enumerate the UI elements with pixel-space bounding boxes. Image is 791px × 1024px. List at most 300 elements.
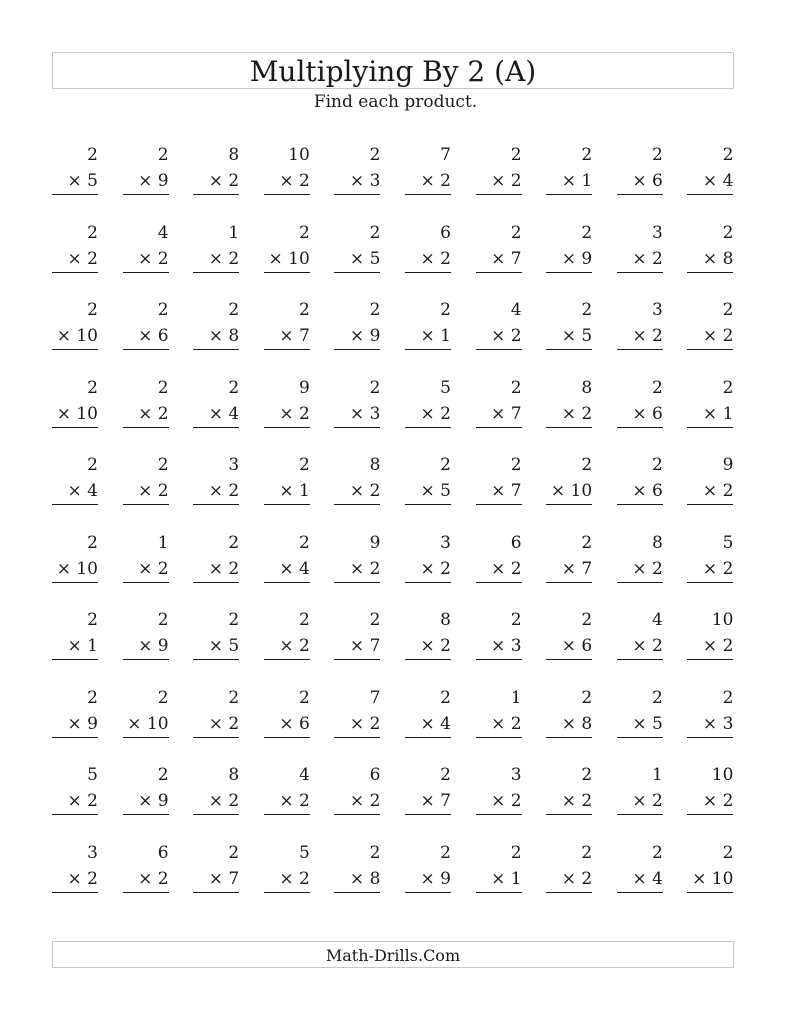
multiplier-value: 2	[298, 636, 310, 656]
problem-multiplier	[617, 401, 663, 428]
times-sign: ×	[491, 403, 506, 424]
problem-multiplicand: 2	[369, 300, 381, 320]
multiplication-problem	[193, 840, 239, 893]
multiplication-problem	[546, 840, 592, 893]
times-sign: ×	[67, 868, 82, 889]
problem-multiplicand: 4	[510, 300, 522, 320]
multiplier-value: 6	[651, 171, 663, 191]
problem-multiplier	[264, 866, 310, 893]
problem-multiplicand: 2	[722, 377, 734, 398]
times-sign: ×	[279, 713, 294, 734]
times-sign: ×	[420, 713, 435, 734]
problem-multiplier	[264, 556, 310, 583]
problem-multiplicand: 10	[288, 145, 310, 165]
multiplier-value: 10	[76, 326, 98, 346]
problem-multiplier	[334, 478, 380, 505]
multiplier-value: 1	[87, 636, 98, 656]
problem-multiplicand: 2	[581, 765, 593, 785]
times-sign: ×	[632, 558, 647, 579]
problem-multiplier	[405, 401, 451, 428]
times-sign: ×	[208, 171, 223, 191]
multiplication-problem	[687, 685, 733, 738]
problem-multiplicand: 10	[711, 610, 734, 630]
problem-multiplicand: 2	[298, 687, 310, 708]
multiplication-problem	[617, 840, 663, 893]
problem-multiplicand: 9	[298, 377, 310, 398]
problem-multiplicand: 2	[298, 610, 310, 630]
problem-multiplier	[617, 556, 663, 583]
problem-multiplier	[476, 556, 522, 583]
multiplier-value: 2	[722, 636, 734, 656]
problem-multiplier	[476, 323, 522, 350]
problem-multiplier	[546, 168, 592, 195]
times-sign: ×	[208, 791, 223, 811]
multiplication-problem	[546, 685, 592, 738]
problem-multiplicand: 2	[298, 300, 310, 320]
problem-multiplicand: 2	[87, 532, 98, 553]
multiplication-problem	[476, 530, 522, 583]
multiplier-value: 10	[711, 868, 734, 889]
multiplication-problem	[334, 142, 380, 195]
times-sign: ×	[56, 403, 71, 424]
times-sign: ×	[491, 558, 506, 579]
times-sign: ×	[632, 171, 647, 191]
multiplier-value: 2	[510, 713, 522, 734]
times-sign: ×	[138, 171, 153, 191]
problem-multiplicand: 2	[157, 377, 169, 398]
multiplication-problem	[264, 452, 310, 505]
problem-multiplier	[193, 168, 239, 195]
multiplication-problem	[52, 375, 98, 428]
multiplication-problem	[687, 452, 733, 505]
times-sign: ×	[279, 481, 294, 501]
problem-multiplicand: 5	[298, 842, 310, 863]
problem-multiplicand: 2	[510, 842, 522, 863]
problem-multiplicand: 3	[510, 765, 522, 785]
multiplier-value: 8	[722, 248, 734, 269]
problem-multiplier	[405, 711, 451, 738]
multiplication-problem	[546, 297, 592, 350]
problem-multiplier	[193, 401, 239, 428]
problem-multiplicand: 3	[440, 532, 451, 553]
multiplier-value: 5	[581, 326, 593, 346]
times-sign: ×	[208, 248, 223, 269]
problem-multiplicand: 2	[369, 145, 381, 165]
times-sign: ×	[632, 248, 647, 269]
multiplier-value: 2	[228, 171, 240, 191]
problem-multiplier	[617, 168, 663, 195]
multiplier-value: 5	[369, 248, 381, 269]
multiplier-value: 1	[298, 481, 310, 501]
multiplication-problem	[264, 762, 310, 815]
problem-multiplier	[617, 788, 663, 815]
problem-multiplier	[687, 323, 733, 350]
multiplication-problem	[264, 530, 310, 583]
multiplication-problem	[334, 452, 380, 505]
multiplication-problem	[264, 840, 310, 893]
problem-multiplicand: 2	[298, 455, 310, 475]
times-sign: ×	[67, 791, 82, 811]
multiplication-problem	[405, 452, 451, 505]
problem-multiplicand: 2	[440, 842, 451, 863]
multiplier-value: 9	[157, 636, 169, 656]
times-sign: ×	[208, 558, 223, 579]
multiplication-problem	[476, 220, 522, 273]
multiplier-value: 2	[440, 403, 451, 424]
multiplier-value: 7	[581, 558, 593, 579]
problem-multiplicand: 2	[651, 687, 663, 708]
problem-multiplicand: 2	[157, 687, 169, 708]
times-sign: ×	[67, 171, 82, 191]
times-sign: ×	[420, 791, 435, 811]
multiplier-value: 10	[76, 403, 98, 424]
times-sign: ×	[138, 481, 153, 501]
times-sign: ×	[208, 403, 223, 424]
multiplication-problem	[123, 297, 169, 350]
problem-multiplicand: 3	[228, 455, 240, 475]
multiplier-value: 8	[369, 868, 381, 889]
problem-multiplicand: 6	[369, 765, 381, 785]
problem-multiplicand: 6	[510, 532, 522, 553]
multiplication-problem	[123, 530, 169, 583]
problem-multiplicand: 2	[228, 377, 240, 398]
problem-multiplier	[617, 478, 663, 505]
problem-multiplicand: 2	[369, 377, 381, 398]
multiplier-value: 9	[440, 868, 451, 889]
problem-multiplier	[52, 401, 98, 428]
multiplication-problem	[334, 840, 380, 893]
multiplication-problem	[52, 220, 98, 273]
multiplier-value: 2	[228, 248, 240, 269]
times-sign: ×	[491, 713, 506, 734]
multiplication-problem	[334, 762, 380, 815]
multiplication-problem	[617, 530, 663, 583]
times-sign: ×	[702, 248, 718, 269]
times-sign: ×	[67, 481, 82, 501]
times-sign: ×	[561, 868, 576, 889]
multiplication-problem	[476, 297, 522, 350]
problem-multiplier	[334, 246, 380, 273]
multiplication-problem	[193, 530, 239, 583]
problem-multiplicand: 2	[440, 765, 451, 785]
problem-multiplicand: 2	[369, 842, 381, 863]
times-sign: ×	[349, 636, 365, 656]
problem-multiplicand: 7	[440, 145, 451, 165]
problem-multiplicand: 2	[581, 145, 593, 165]
multiplication-problem	[193, 142, 239, 195]
multiplier-value: 6	[651, 481, 663, 501]
problem-multiplier	[687, 478, 733, 505]
multiplication-problem	[687, 530, 733, 583]
multiplier-value: 4	[722, 171, 734, 191]
problem-multiplier	[405, 556, 451, 583]
multiplier-value: 8	[581, 713, 593, 734]
times-sign: ×	[208, 481, 223, 501]
multiplier-value: 2	[722, 791, 734, 811]
problem-multiplier	[405, 866, 451, 893]
multiplier-value: 2	[581, 868, 593, 889]
problem-multiplicand: 10	[711, 765, 734, 785]
multiplication-problem	[123, 375, 169, 428]
problem-multiplicand: 2	[87, 300, 98, 320]
times-sign: ×	[279, 636, 294, 656]
problem-multiplicand: 2	[722, 687, 734, 708]
problem-multiplier	[476, 246, 522, 273]
problem-multiplicand: 4	[298, 765, 310, 785]
problem-multiplier	[123, 401, 169, 428]
times-sign: ×	[56, 326, 71, 346]
problem-multiplier	[123, 711, 169, 738]
times-sign: ×	[127, 713, 142, 734]
times-sign: ×	[561, 171, 576, 191]
multiplier-value: 9	[157, 791, 169, 811]
multiplication-problem	[546, 375, 592, 428]
problem-multiplicand: 2	[87, 455, 98, 475]
problem-multiplier	[193, 866, 239, 893]
multiplier-value: 1	[581, 171, 593, 191]
times-sign: ×	[702, 558, 718, 579]
times-sign: ×	[349, 791, 365, 811]
problem-multiplicand: 4	[157, 222, 169, 243]
problem-multiplier	[687, 633, 733, 660]
multiplier-value: 2	[87, 791, 98, 811]
times-sign: ×	[420, 326, 435, 346]
problem-multiplicand: 2	[157, 300, 169, 320]
times-sign: ×	[420, 558, 435, 579]
times-sign: ×	[420, 636, 435, 656]
multiplier-value: 10	[146, 713, 169, 734]
times-sign: ×	[279, 868, 294, 889]
multiplication-problem	[123, 685, 169, 738]
multiplication-problem	[193, 375, 239, 428]
multiplication-problem	[52, 297, 98, 350]
times-sign: ×	[138, 868, 153, 889]
multiplication-problem	[334, 297, 380, 350]
problem-multiplier	[687, 711, 733, 738]
times-sign: ×	[208, 636, 223, 656]
multiplication-problem	[617, 220, 663, 273]
problem-multiplicand: 8	[651, 532, 663, 553]
problem-multiplicand: 9	[722, 455, 734, 475]
times-sign: ×	[702, 171, 718, 191]
problem-multiplicand: 2	[581, 455, 593, 475]
multiplier-value: 6	[298, 713, 310, 734]
multiplier-value: 7	[440, 791, 451, 811]
problem-multiplicand: 2	[440, 455, 451, 475]
multiplier-value: 3	[510, 636, 522, 656]
times-sign: ×	[632, 636, 647, 656]
worksheet-title: Multiplying By 2 (A)	[52, 52, 734, 89]
problem-multiplier	[687, 168, 733, 195]
problem-multiplicand: 3	[87, 842, 98, 863]
problem-multiplier	[405, 633, 451, 660]
problem-multiplier	[617, 711, 663, 738]
problem-multiplicand: 2	[722, 842, 734, 863]
problem-multiplicand: 9	[369, 532, 381, 553]
problem-multiplicand: 4	[651, 610, 663, 630]
multiplier-value: 2	[228, 791, 240, 811]
problem-multiplier	[264, 246, 310, 273]
multiplier-value: 1	[722, 403, 734, 424]
multiplier-value: 2	[157, 248, 169, 269]
multiplier-value: 2	[651, 558, 663, 579]
problem-multiplier	[52, 323, 98, 350]
problem-multiplier	[264, 323, 310, 350]
multiplication-problem	[334, 375, 380, 428]
multiplier-value: 2	[651, 636, 663, 656]
multiplication-problem	[546, 142, 592, 195]
multiplication-problem	[617, 452, 663, 505]
problem-multiplier	[123, 788, 169, 815]
problem-multiplicand: 6	[440, 222, 451, 243]
multiplication-problem	[264, 142, 310, 195]
problem-multiplicand: 2	[228, 532, 240, 553]
multiplier-value: 2	[440, 558, 451, 579]
multiplier-value: 2	[369, 481, 381, 501]
times-sign: ×	[632, 326, 647, 346]
problem-multiplier	[687, 246, 733, 273]
problem-multiplier	[405, 246, 451, 273]
times-sign: ×	[349, 403, 365, 424]
multiplication-problem	[52, 685, 98, 738]
multiplication-problem	[334, 530, 380, 583]
multiplier-value: 2	[298, 403, 310, 424]
problem-multiplicand: 2	[298, 222, 310, 243]
times-sign: ×	[349, 713, 365, 734]
times-sign: ×	[632, 403, 647, 424]
multiplication-problem	[123, 220, 169, 273]
times-sign: ×	[702, 636, 718, 656]
problem-multiplier	[687, 788, 733, 815]
times-sign: ×	[491, 481, 506, 501]
multiplier-value: 7	[510, 403, 522, 424]
problem-multiplier	[193, 556, 239, 583]
multiplication-problem	[52, 607, 98, 660]
multiplication-problem	[405, 840, 451, 893]
problem-multiplicand: 5	[87, 765, 98, 785]
problem-multiplicand: 2	[651, 377, 663, 398]
multiplier-value: 6	[581, 636, 593, 656]
problem-multiplier	[193, 478, 239, 505]
multiplier-value: 7	[510, 481, 522, 501]
multiplication-problem	[264, 297, 310, 350]
problem-multiplicand: 2	[440, 687, 451, 708]
problem-multiplier	[193, 633, 239, 660]
multiplication-problem	[617, 297, 663, 350]
multiplier-value: 2	[369, 558, 381, 579]
problem-multiplicand: 8	[228, 145, 240, 165]
problem-multiplier	[52, 711, 98, 738]
problem-multiplier	[52, 246, 98, 273]
multiplication-problem	[687, 142, 733, 195]
multiplier-value: 7	[510, 248, 522, 269]
multiplication-problem	[264, 375, 310, 428]
problem-multiplicand: 2	[157, 455, 169, 475]
problem-multiplier	[334, 711, 380, 738]
problem-multiplicand: 8	[440, 610, 451, 630]
multiplication-problem	[476, 762, 522, 815]
problem-multiplicand: 2	[722, 300, 734, 320]
multiplier-value: 3	[369, 171, 381, 191]
problem-multiplicand: 2	[157, 145, 169, 165]
multiplier-value: 2	[510, 791, 522, 811]
times-sign: ×	[138, 403, 153, 424]
problem-multiplier	[687, 401, 733, 428]
problem-multiplier	[264, 711, 310, 738]
problem-multiplier	[405, 788, 451, 815]
times-sign: ×	[349, 481, 365, 501]
multiplication-problem	[52, 142, 98, 195]
times-sign: ×	[349, 326, 365, 346]
problem-multiplicand: 2	[510, 610, 522, 630]
times-sign: ×	[561, 636, 576, 656]
problem-multiplier	[476, 168, 522, 195]
times-sign: ×	[420, 868, 435, 889]
problem-multiplier	[52, 788, 98, 815]
multiplication-problem	[405, 530, 451, 583]
times-sign: ×	[67, 636, 82, 656]
times-sign: ×	[420, 481, 435, 501]
multiplier-value: 2	[228, 713, 240, 734]
problem-multiplicand: 3	[651, 300, 663, 320]
multiplier-value: 4	[651, 868, 663, 889]
problem-multiplier	[617, 323, 663, 350]
multiplier-value: 2	[298, 171, 310, 191]
multiplication-problem	[546, 220, 592, 273]
problem-multiplicand: 2	[228, 687, 240, 708]
multiplier-value: 2	[581, 791, 593, 811]
problem-multiplier	[546, 788, 592, 815]
times-sign: ×	[420, 171, 435, 191]
multiplier-value: 2	[651, 326, 663, 346]
problem-multiplier	[546, 401, 592, 428]
times-sign: ×	[702, 481, 718, 501]
problem-multiplier	[264, 478, 310, 505]
multiplier-value: 9	[369, 326, 381, 346]
times-sign: ×	[67, 713, 82, 734]
problem-multiplicand: 2	[228, 300, 240, 320]
problem-multiplicand: 6	[157, 842, 169, 863]
problem-multiplicand: 5	[440, 377, 451, 398]
multiplication-problem	[334, 220, 380, 273]
multiplier-value: 2	[228, 481, 240, 501]
problem-multiplicand: 8	[369, 455, 381, 475]
multiplication-problem	[546, 762, 592, 815]
multiplication-problem	[405, 142, 451, 195]
multiplier-value: 2	[369, 713, 381, 734]
multiplication-problem	[546, 607, 592, 660]
problem-multiplier	[546, 323, 592, 350]
problem-multiplicand: 2	[228, 610, 240, 630]
problem-multiplier	[546, 246, 592, 273]
problem-multiplier	[264, 401, 310, 428]
multiplication-problem	[617, 685, 663, 738]
times-sign: ×	[561, 326, 576, 346]
multiplier-value: 4	[87, 481, 98, 501]
problem-multiplicand: 2	[651, 842, 663, 863]
multiplication-problem	[476, 142, 522, 195]
multiplication-problem	[334, 607, 380, 660]
multiplication-problem	[617, 762, 663, 815]
problem-multiplier	[193, 788, 239, 815]
problem-multiplier	[264, 168, 310, 195]
multiplication-problem	[405, 762, 451, 815]
multiplier-value: 2	[157, 558, 169, 579]
times-sign: ×	[138, 636, 153, 656]
times-sign: ×	[279, 171, 294, 191]
problem-multiplicand: 2	[510, 377, 522, 398]
problem-multiplicand: 8	[581, 377, 593, 398]
